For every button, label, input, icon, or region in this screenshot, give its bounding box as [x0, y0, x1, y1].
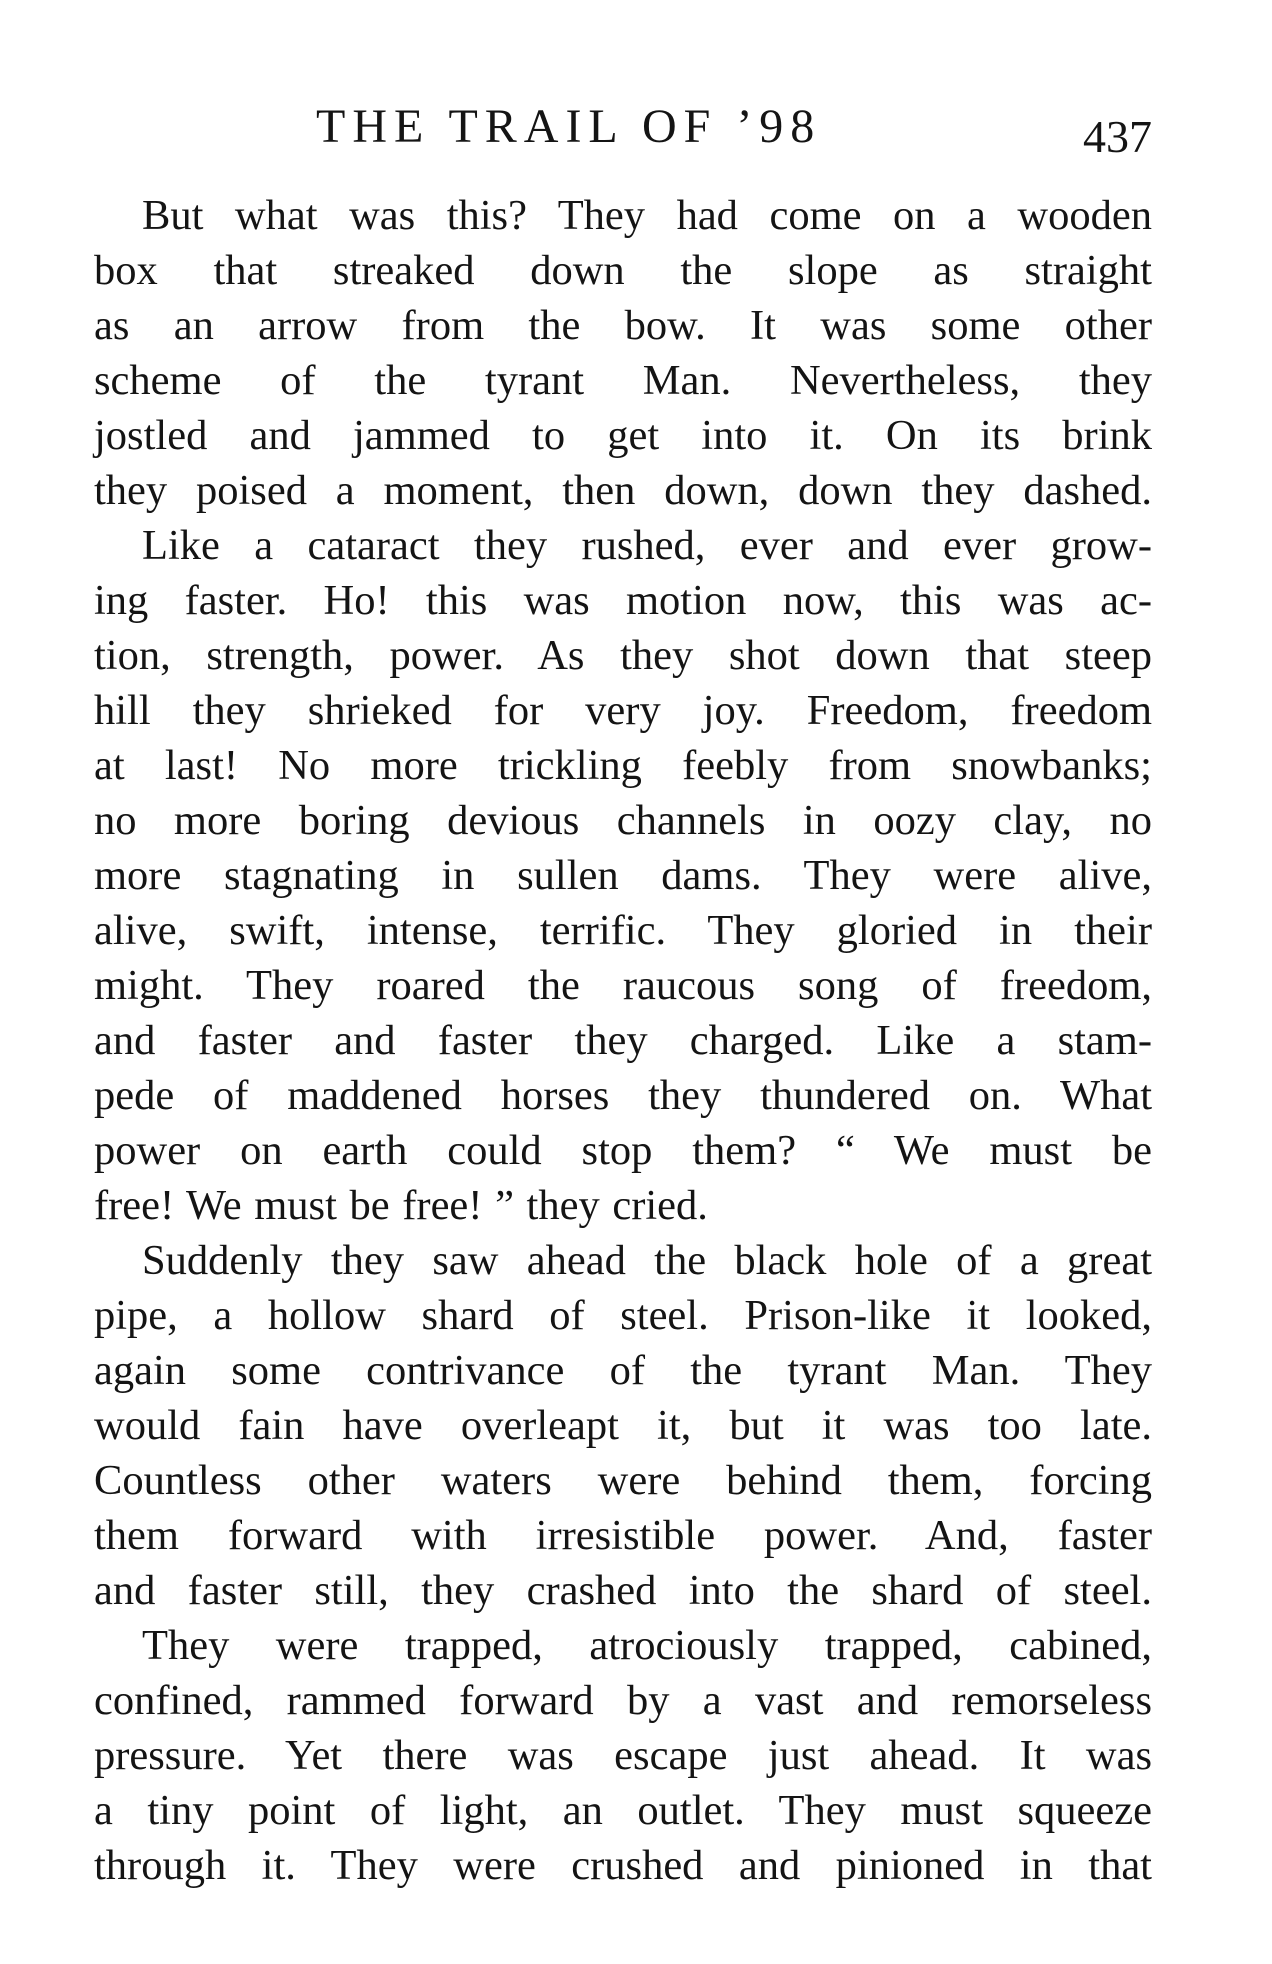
- text-line: and faster and faster they charged. Like a stam-: [94, 1017, 1152, 1064]
- text-line: might. They roared the raucous song of freedom,: [94, 962, 1152, 1009]
- text-line: more stagnating in sullen dams. They were alive,: [94, 852, 1152, 899]
- text-line: alive, swift, intense, terrific. They gloried in their: [94, 907, 1152, 954]
- text-line: them forward with irresistible power. And, faster: [94, 1512, 1152, 1559]
- running-title: THE TRAIL OF ’98: [316, 100, 822, 153]
- body-text: [94, 188, 1152, 1893]
- page-number: 437: [1083, 111, 1152, 162]
- text-line: free! We must be free! ” they cried.: [94, 1182, 708, 1229]
- text-line: they poised a moment, then down, down they dashed.: [94, 467, 1152, 514]
- text-line: power on earth could stop them? “ We must be: [94, 1127, 1152, 1174]
- text-line: a tiny point of light, an outlet. They must squeeze: [94, 1787, 1152, 1834]
- text-line: tion, strength, power. As they shot down that steep: [94, 632, 1152, 679]
- text-line: box that streaked down the slope as straight: [94, 247, 1152, 294]
- text-line: no more boring devious channels in oozy clay, no: [94, 797, 1152, 844]
- text-line: again some contrivance of the tyrant Man. They: [94, 1347, 1152, 1394]
- text-line: pipe, a hollow shard of steel. Prison-like it looked,: [94, 1292, 1152, 1339]
- text-line: pede of maddened horses they thundered on. What: [94, 1072, 1152, 1119]
- text-line: at last! No more trickling feebly from snowbanks;: [94, 742, 1152, 789]
- paragraph-4: [94, 1618, 1152, 1893]
- text-line: and faster still, they crashed into the shard of steel.: [94, 1567, 1152, 1614]
- text-line: hill they shrieked for very joy. Freedom, freedom: [94, 687, 1152, 734]
- text-line: Like a cataract they rushed, ever and ever grow-: [142, 522, 1152, 569]
- text-line: jostled and jammed to get into it. On its brink: [94, 412, 1152, 459]
- text-line: Countless other waters were behind them, forcing: [94, 1457, 1152, 1504]
- text-line: confined, rammed forward by a vast and remorseless: [94, 1677, 1152, 1724]
- text-line: pressure. Yet there was escape just ahead. It was: [94, 1732, 1152, 1779]
- text-line: through it. They were crushed and pinioned in that: [94, 1842, 1152, 1889]
- running-head: [94, 92, 1152, 162]
- paragraph-1: [94, 188, 1152, 518]
- text-line: scheme of the tyrant Man. Nevertheless, they: [94, 357, 1152, 404]
- text-line: Suddenly they saw ahead the black hole of a great: [142, 1237, 1152, 1284]
- text-line: would fain have overleapt it, but it was too late.: [94, 1402, 1152, 1449]
- text-line: as an arrow from the bow. It was some other: [94, 302, 1152, 349]
- text-line: They were trapped, atrociously trapped, cabined,: [142, 1622, 1152, 1669]
- paragraph-3: [94, 1233, 1152, 1618]
- text-line: But what was this? They had come on a wooden: [142, 192, 1152, 239]
- paragraph-2: [94, 518, 1152, 1233]
- text-line: ing faster. Ho! this was motion now, this was ac-: [94, 577, 1152, 624]
